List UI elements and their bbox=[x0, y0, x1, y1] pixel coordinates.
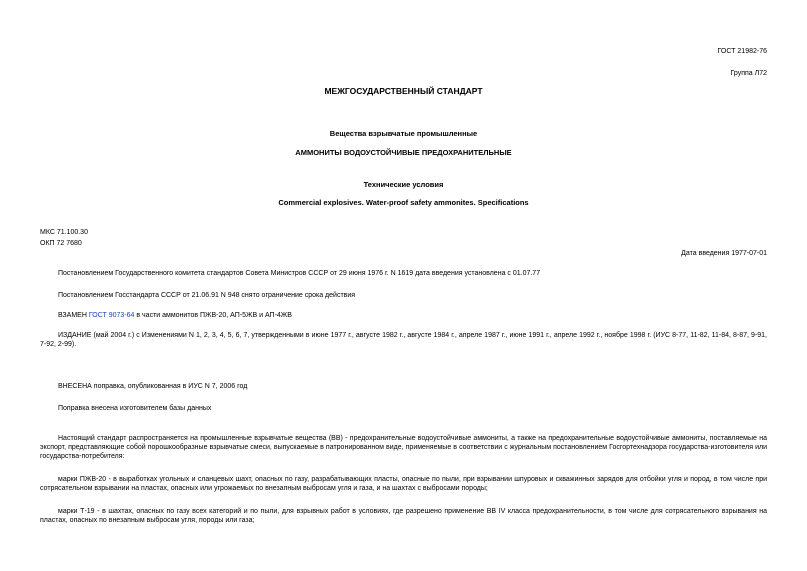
paragraph-edition: ИЗДАНИЕ (май 2004 г.) с Изменениями N 1, 2, 3, 4, 5, 6, 7, утвержденными в июне 1977 г., августе 1982 г., августе 1984 г., апреле 1987 г., июне 1991 г., апреле 1992 г., ноябре 1998 г. (ИУС 8-77, 11-82, 11-84, 8-87, 9-91, 7-92, 2-99). bbox=[40, 332, 767, 348]
gost-9073-64-link[interactable]: ГОСТ 9073-64 bbox=[88, 312, 135, 319]
doc-code: ГОСТ 21982-76 bbox=[717, 48, 767, 55]
paragraph-brand-pzhv-20: марки ПЖВ-20 - в выработках угольных и сланцевых шахт, опасных по газу, разрабатывающих пласты, опасные по пыли, при взрывании шпуровых и скважинных зарядов для отбойки угля и пород, в том числе при сотрясательном взрывании на пластах, опасных или угрожаемых по внезапным выбросам угля и газа, и на шахтах с выбросами породы; bbox=[40, 476, 767, 492]
doc-group: Группа Л72 bbox=[730, 70, 767, 77]
standard-type-heading: МЕЖГОСУДАРСТВЕННЫЙ СТАНДАРТ bbox=[324, 86, 483, 96]
intro-date: Дата введения 1977-07-01 bbox=[681, 250, 767, 257]
paragraph-resolution-1976: Постановлением Государственного комитета стандартов Совета Министров СССР от 29 июня 1976 г. N 1619 дата введения установлена с 01.07.77 bbox=[58, 270, 541, 277]
replaces-suffix: в части аммонитов ПЖВ-20, АП-5ЖВ и АП-4ЖВ bbox=[136, 312, 292, 319]
paragraph-amendment: ВНЕСЕНА поправка, опубликованная в ИУС N 7, 2006 год bbox=[58, 383, 248, 390]
paragraph-replaces bbox=[40, 311, 767, 320]
doc-kind-heading: Технические условия bbox=[363, 180, 444, 189]
paragraph-scope: Настоящий стандарт распространяется на промышленные взрывчатые вещества (ВВ) - предохранительные водоустойчивые аммониты, а также на предохранительные водоустойчивые аммониты, поставляемые на экспорт, представляющие собой порошкообразные взрывчатые смеси, выпускаемые в патронированном виде, применяемые в соответствии с журнальным постановлением Госгортехнадзора государства-изготовителя или государства-потребителя: bbox=[40, 435, 767, 460]
paragraph-resolution-1991: Постановлением Госстандарта СССР от 21.06.91 N 948 снято ограничение срока действия bbox=[58, 292, 356, 299]
english-title: Commercial explosives. Water-proof safety ammonites. Specifications bbox=[278, 198, 529, 207]
replaces-prefix: ВЗАМЕН bbox=[58, 312, 87, 319]
mks-code: МКС 71.100.30 bbox=[40, 229, 88, 236]
paragraph-brand-t-19: марки Т-19 - в шахтах, опасных по газу всех категорий и по пыли, для взрывных работ в условиях, где разрешено применение ВВ IV класса предохранительности, в том числе для сотрясательного взрывания на пластах, опасных по внезапным выбросам угля, породы или газа; bbox=[40, 508, 767, 524]
paragraph-amendment-note: Поправка внесена изготовителем базы данных bbox=[58, 405, 212, 412]
subject-heading: Вещества взрывчатые промышленные bbox=[329, 129, 478, 138]
okp-code: ОКП 72 7680 bbox=[40, 240, 82, 247]
product-heading: АММОНИТЫ ВОДОУСТОЙЧИВЫЕ ПРЕДОХРАНИТЕЛЬНЫЕ bbox=[295, 148, 512, 157]
